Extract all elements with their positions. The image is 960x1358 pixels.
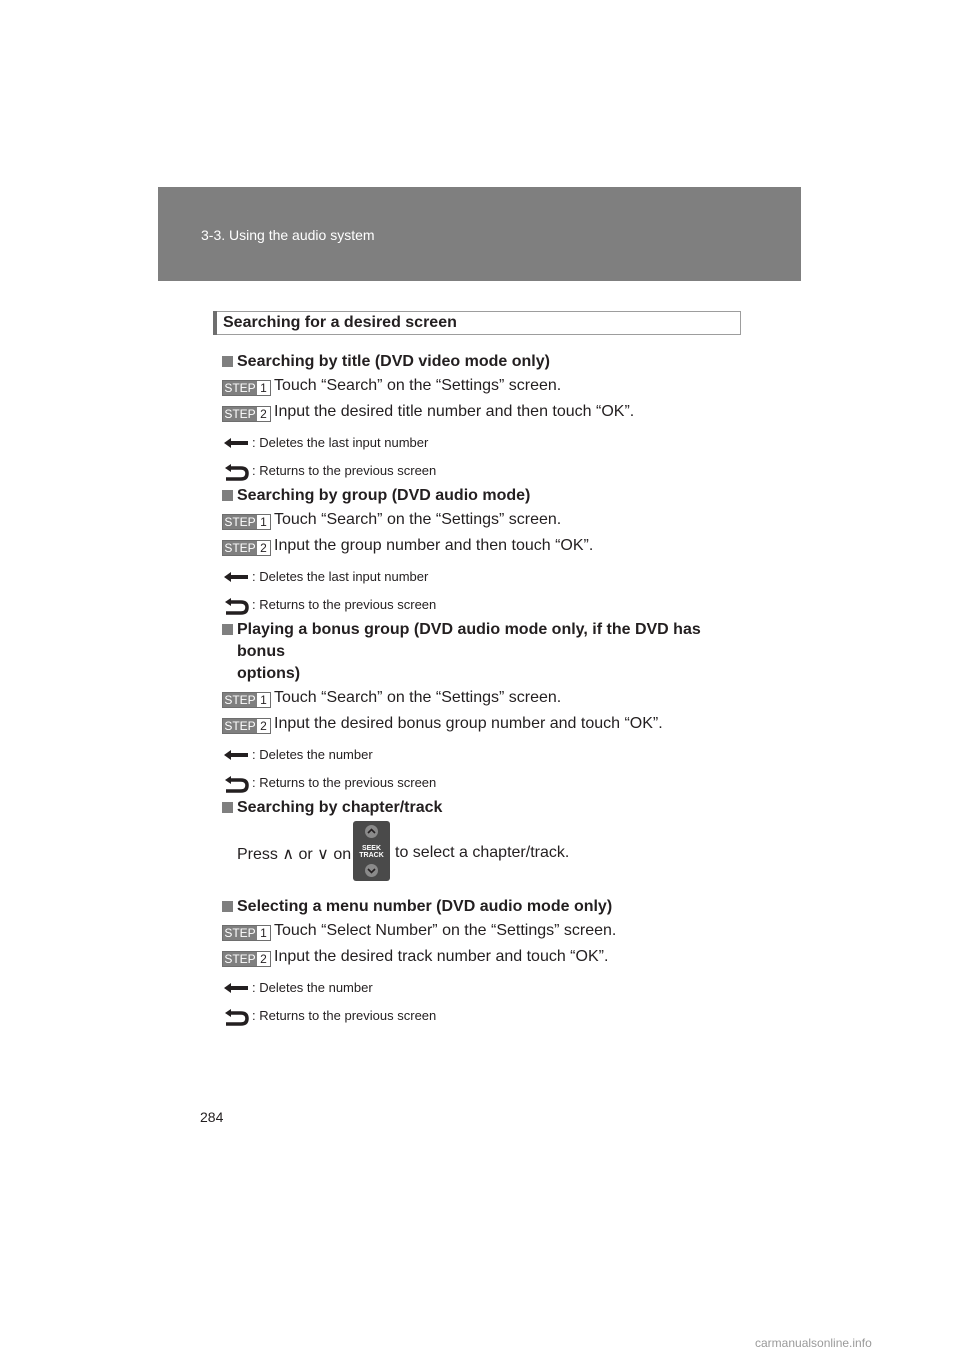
subsection-title: Playing a bonus group (DVD audio mode only, if the DVD has bonus options) [222,619,741,685]
step-row [222,714,741,740]
step-row [222,402,741,428]
step-row [222,510,741,536]
legend-row: : Deletes the number [222,740,741,768]
square-bullet-icon [222,901,233,912]
subsection-title: Searching by title (DVD video mode only) [222,351,741,373]
step-text: Input the desired bonus group number and touch “OK”. [274,715,663,732]
section-title: Searching for a desired screen [223,314,457,331]
step-row [222,688,741,714]
legend-row: : Deletes the last input number [222,428,741,456]
step-row [222,921,741,947]
backspace-arrow-icon [222,740,250,768]
step-badge: STEP 2 [222,718,271,734]
square-bullet-icon [222,490,233,501]
square-bullet-icon [222,624,233,635]
step-row [222,536,741,562]
step-text: Input the group number and then touch “OK”. [274,537,594,554]
step-badge: STEP 1 [222,514,271,530]
content [213,311,741,1029]
step-badge: STEP 1 [222,692,271,708]
square-bullet-icon [222,356,233,367]
step-text: Touch “Search” on the “Settings” screen. [274,377,562,394]
backspace-arrow-icon [222,973,250,1001]
press-instruction: Press ∧ or ∨ on SEEK TRACK to select a chapter/track. [237,821,741,885]
return-arrow-icon [222,1001,250,1029]
legend-row: : Returns to the previous screen [222,768,741,796]
subsection-title: Selecting a menu number (DVD audio mode only) [222,896,741,918]
legend-row: : Deletes the number [222,973,741,1001]
watermark[interactable]: carmanualsonline.info [755,1336,872,1350]
step-badge: STEP 2 [222,540,271,556]
step-text: Input the desired title number and then touch “OK”. [274,403,635,420]
legend-row: : Deletes the last input number [222,562,741,590]
return-arrow-icon [222,590,250,618]
backspace-arrow-icon [222,562,250,590]
step-text: Input the desired track number and touch “OK”. [274,948,609,965]
square-bullet-icon [222,802,233,813]
return-arrow-icon [222,456,250,484]
backspace-arrow-icon [222,428,250,456]
step-badge: STEP 1 [222,380,271,396]
legend-row: : Returns to the previous screen [222,1001,741,1029]
step-text: Touch “Search” on the “Settings” screen. [274,511,562,528]
step-row [222,947,741,973]
chevron-up-icon [364,824,379,839]
step-text: Touch “Select Number” on the “Settings” screen. [274,922,617,939]
chapter-title: 3-3. Using the audio system [201,227,375,243]
step-badge: STEP 2 [222,406,271,422]
section-heading [213,311,741,335]
legend-row: : Returns to the previous screen [222,456,741,484]
seek-track-button[interactable] [353,821,390,881]
subsection-title: Searching by chapter/track [222,797,741,819]
step-badge: STEP 1 [222,925,271,941]
chevron-down-icon [364,863,379,878]
return-arrow-icon [222,768,250,796]
legend-row: : Returns to the previous screen [222,590,741,618]
page-number: 284 [200,1109,224,1125]
step-badge: STEP 2 [222,951,271,967]
step-text: Touch “Search” on the “Settings” screen. [274,689,562,706]
step-row [222,376,741,402]
seek-track-label: SEEK TRACK [359,845,384,859]
header-band [158,187,801,281]
subsection-title: Searching by group (DVD audio mode) [222,485,741,507]
